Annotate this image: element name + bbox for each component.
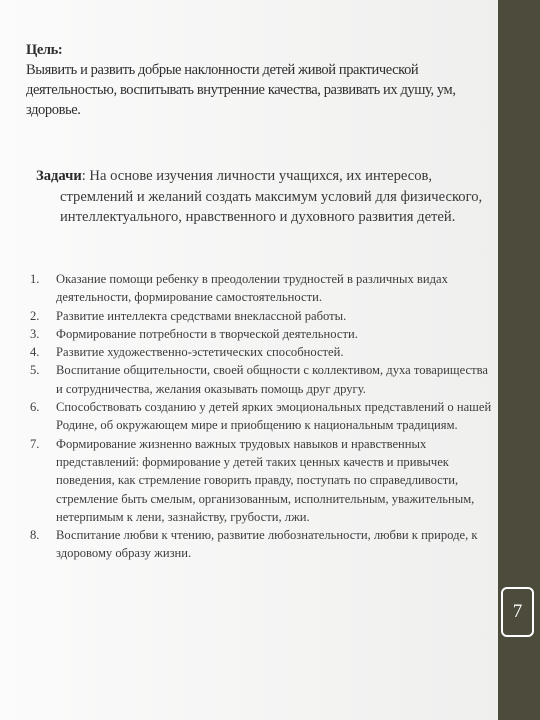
list-item-text: Формирование потребности в творческой деятельности. [56,326,358,341]
list-item-number: 7. [30,436,40,451]
list-item-text: Воспитание общительности, своей общности с коллективом, духа товарищества и сотрудничества, желания оказывать помощь друг другу. [56,363,488,396]
list-item [20,526,495,563]
list-item-number: 8. [30,528,40,543]
goal-heading: Цель: [26,42,63,58]
list-item [20,435,495,526]
list-item [20,398,495,435]
tasks-text: : На основе изучения личности учащихся, их интересов, стремлений и желаний создать максимум условий для физического, интеллектуального, нравственного и духовного развития детей. [60,168,483,225]
tasks-label: Задачи [36,168,82,184]
list-item-text: Воспитание любви к чтению, развитие любознательности, любви к природе, к здоровому образу жизни. [56,528,478,561]
list-item-number: 2. [30,308,40,323]
list-item [20,361,495,398]
list-item-text: Способствовать созданию у детей ярких эмоциональных представлений о нашей Родине, об окружающем мире и приобщению к национальным традициям. [56,400,492,433]
list-item-text: Оказание помощи ребенку в преодолении трудностей в различных видах деятельности, формирование самостоятельности. [56,272,448,305]
page-number-badge [501,587,534,637]
list-item [20,325,495,343]
list-item-text: Развитие интеллекта средствами внеклассной работы. [56,308,347,323]
list-item-number: 4. [30,345,40,360]
list-item-number: 6. [30,400,40,415]
list-item [20,343,495,361]
goal-text: Выявить и развить добрые наклонности детей живой практической деятельностью, воспитывать внутренние качества, развивать их душу, ум, здоровье. [26,62,456,118]
list-item [20,270,495,307]
page-number: 7 [512,601,523,622]
list-item-number: 3. [30,326,40,341]
list-item-number: 5. [30,363,40,378]
list-item [20,307,495,325]
task-list [20,270,495,563]
tasks-section [36,166,500,228]
list-item-text: Формирование жизненно важных трудовых навыков и нравственных представлений: формирование у детей таких ценных качеств и привычек поведения, как стремление говорить правду, поступать по справедливости, стремление быть смелым, организованным, исполнительным, уважительным, нетерпимым к лени, зазнайству, грубости, лжи. [56,436,475,524]
list-item-text: Развитие художественно-эстетических способностей. [56,345,344,360]
list-item-number: 1. [30,272,40,286]
goal-section [26,40,474,120]
